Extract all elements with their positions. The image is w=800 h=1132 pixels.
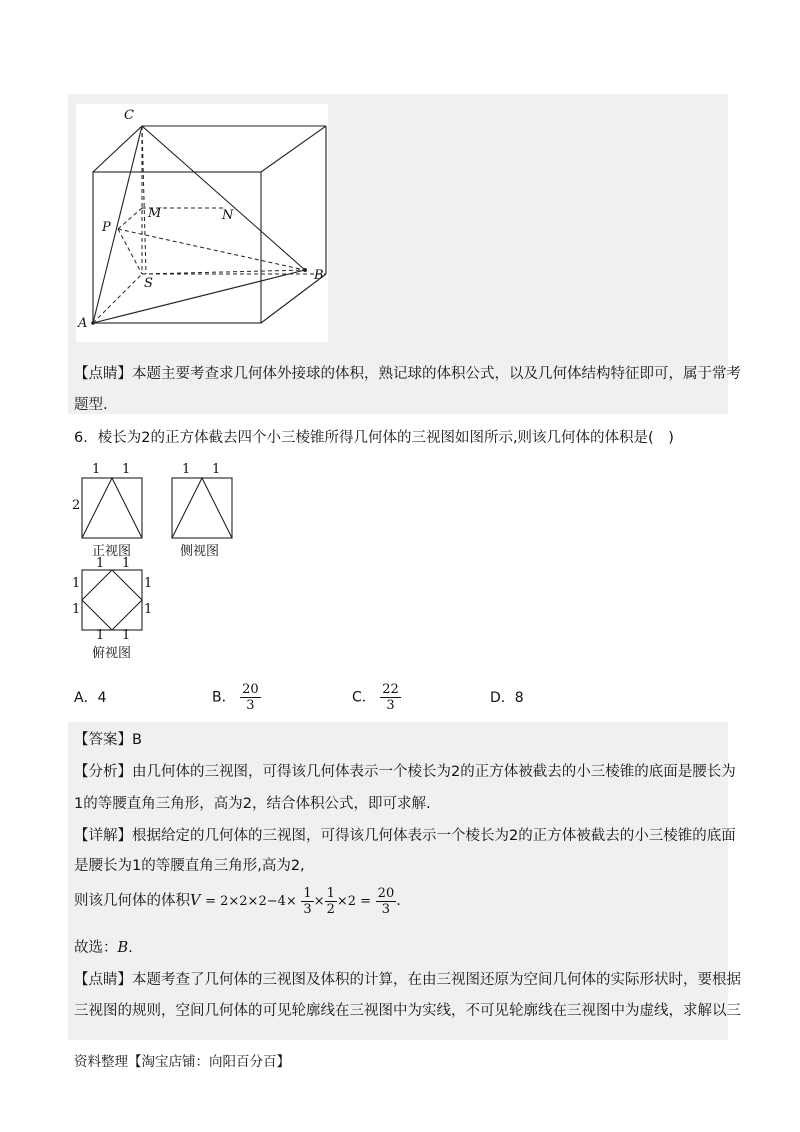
- label-b: B: [314, 268, 324, 283]
- option-d-value: 8: [514, 690, 524, 706]
- three-views-figure: [70, 462, 240, 662]
- answer-line: [74, 730, 142, 750]
- top-top-left-1: 1: [96, 556, 105, 571]
- option-c-letter: C．: [352, 689, 376, 706]
- answer-value: B: [132, 732, 142, 748]
- choice-value: B: [117, 940, 129, 956]
- top-right-lower-1: 1: [144, 602, 153, 617]
- note5-line2: 题型.: [74, 397, 108, 413]
- detail-formula: [74, 884, 401, 919]
- question-text: 6．棱长为2的正方体截去四个小三棱锥所得几何体的三视图如图所示,则该几何体的体积是( ): [74, 430, 674, 446]
- option-c: [352, 682, 401, 713]
- label-c: C: [124, 108, 134, 123]
- side-top-left-1: 1: [182, 462, 191, 477]
- frac3-num: 20: [377, 885, 395, 901]
- detail-line1: 【详解】根据给定的几何体的三视图，可得该几何体表示一个棱长为2的正方体被截去的小三棱锥的底面: [74, 828, 736, 844]
- label-a: A: [78, 316, 88, 331]
- top-view-caption: 俯视图: [92, 646, 132, 661]
- note5-line1: 【点睛】本题主要考查求几何体外接球的体积，熟记球的体积公式，以及几何体结构特征即可，属于常考: [74, 366, 741, 382]
- formula-end: .: [396, 893, 401, 909]
- option-b-num: 20: [242, 682, 259, 697]
- formula-main: = 2×2×2−4×: [205, 894, 297, 909]
- analysis-line2: 1的等腰直角三角形，高为2，结合体积公式，即可求解.: [74, 796, 431, 812]
- top-right-upper-1: 1: [144, 576, 153, 591]
- page-footer: 资料整理【淘宝店铺：向阳百分百】: [74, 1054, 290, 1070]
- frac2-num: 1: [326, 885, 335, 901]
- option-c-den: 3: [386, 698, 395, 713]
- option-b-den: 3: [246, 698, 255, 713]
- formula-frac2: [325, 886, 337, 917]
- option-b-letter: B．: [212, 689, 236, 706]
- frac1-den: 3: [303, 901, 312, 917]
- formula-times1: ×: [313, 894, 325, 909]
- note6-line2: 三视图的规则，空间几何体的可见轮廓线在三视图中为实线，不可见轮廓线在三视图中为虚线，求解以三: [74, 1003, 741, 1019]
- formula-v: V: [190, 893, 201, 909]
- detail-line2: 是腰长为1的等腰直角三角形,高为2,: [74, 858, 305, 874]
- formula-times2: ×2 =: [336, 894, 372, 909]
- note6-line1: 【点睛】本题考查了几何体的三视图及体积的计算，在由三视图还原为空间几何体的实际形状时，要根据: [74, 972, 741, 988]
- option-c-num: 22: [382, 682, 399, 697]
- cube-figure: [76, 104, 328, 342]
- side-view-caption: 侧视图: [180, 544, 220, 559]
- option-b-fraction: [240, 682, 261, 713]
- formula-frac1: [301, 886, 313, 917]
- answer-label: 【答案】: [74, 732, 132, 748]
- front-height-2: 2: [72, 498, 81, 513]
- top-bottom-left-1: 1: [96, 628, 105, 643]
- choice-end: .: [128, 940, 133, 956]
- choice-line: [74, 938, 133, 958]
- analysis-line1: 【分析】由几何体的三视图，可得该几何体表示一个棱长为2的正方体被截去的小三棱锥的底面是腰长为: [74, 764, 736, 780]
- label-s: S: [144, 276, 153, 291]
- option-c-fraction: [380, 682, 401, 713]
- choice-prefix: 故选：: [74, 940, 118, 956]
- option-d: [490, 688, 524, 708]
- frac3-den: 3: [381, 901, 391, 917]
- label-n: N: [222, 208, 234, 223]
- top-left-lower-1: 1: [72, 602, 81, 617]
- option-a-value: 4: [97, 690, 107, 706]
- frac2-den: 2: [326, 901, 335, 917]
- top-bottom-right-1: 1: [122, 628, 131, 643]
- option-a: [74, 688, 107, 708]
- front-view-caption: 正视图: [92, 544, 132, 559]
- top-top-right-1: 1: [122, 556, 131, 571]
- frac1-num: 1: [303, 885, 312, 901]
- label-m: M: [148, 206, 162, 221]
- option-a-letter: A．: [74, 690, 98, 706]
- label-p: P: [102, 220, 111, 235]
- option-b: [212, 682, 261, 713]
- formula-prefix: 则该几何体的体积: [74, 893, 190, 909]
- top-left-upper-1: 1: [72, 576, 81, 591]
- front-top-left-1: 1: [92, 462, 101, 477]
- side-top-right-1: 1: [212, 462, 221, 477]
- front-top-right-1: 1: [122, 462, 131, 477]
- cube-diagram: [76, 104, 328, 342]
- formula-frac3: [376, 886, 397, 917]
- option-d-letter: D．: [490, 690, 515, 706]
